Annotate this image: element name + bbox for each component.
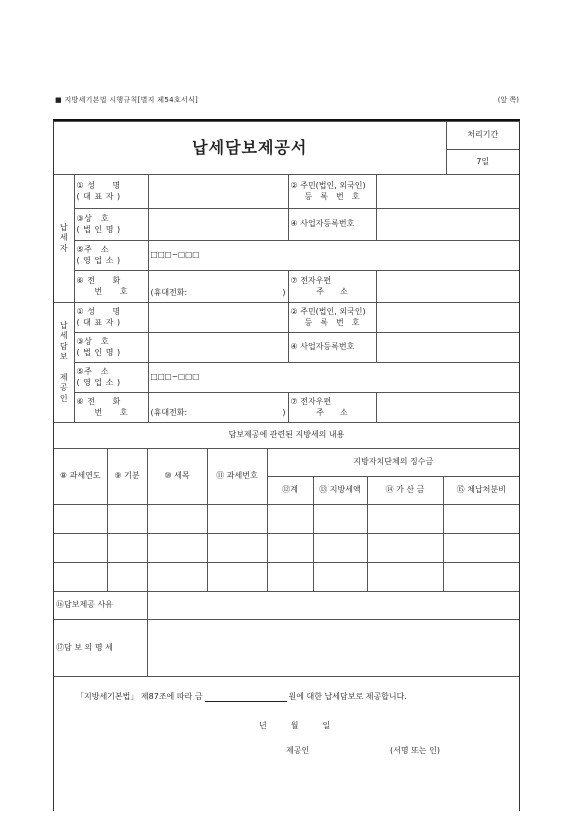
declaration-statement: 「지방세기본법」 제87조에 따라 금 원에 대한 납세담보로 제공합니다. <box>76 692 407 701</box>
taxpayer-address-label: ⑤주 소 ( 영 업 소 ) <box>74 241 148 271</box>
table-cell[interactable] <box>107 505 147 534</box>
col-local-tax: ⑬ 지방세액 <box>313 477 367 505</box>
table-cell[interactable] <box>207 534 267 563</box>
table-cell[interactable] <box>54 505 107 534</box>
provider-id-label: ② 주민(법인, 외국인) 등 록 번 호 <box>288 303 376 333</box>
table-cell[interactable] <box>147 534 207 563</box>
provider-address-label: ⑤주 소 ( 영 업 소 ) <box>74 363 148 393</box>
security-reason-label: ⑯담보제공 사유 <box>54 592 147 620</box>
security-detail-label: ⑰담 보 의 명 세 <box>54 620 147 677</box>
table-cell[interactable] <box>54 534 107 563</box>
table-cell[interactable] <box>147 563 207 592</box>
col-total: ⑫계 <box>267 477 313 505</box>
table-cell[interactable] <box>147 505 207 534</box>
taxpayer-phone-label: ⑥ 전 화 번 호 <box>74 271 148 303</box>
form-table <box>54 121 519 449</box>
col-tax-item: ⑩ 세목 <box>147 449 207 505</box>
table-row <box>54 563 519 592</box>
tax-security-form <box>53 119 520 811</box>
table-cell[interactable] <box>313 505 367 534</box>
security-info-table <box>54 591 519 677</box>
postal-code-boxes: □□□−□□□ <box>150 250 200 260</box>
table-row <box>54 534 519 563</box>
provider-address-field[interactable] <box>148 363 519 393</box>
taxpayer-id-field[interactable] <box>376 175 519 209</box>
taxpayer-trade-label: ③상 호 ( 법 인 명 ) <box>74 209 148 241</box>
table-cell[interactable] <box>107 534 147 563</box>
provider-trade-field[interactable] <box>148 333 288 363</box>
provider-trade-label: ③상 호 ( 법 인 명 ) <box>74 333 148 363</box>
table-cell[interactable] <box>367 505 443 534</box>
table-cell[interactable] <box>367 563 443 592</box>
regulation-header: ■ 지방세기본법 시행규칙[별지 제54호서식] <box>55 96 199 104</box>
table-row <box>54 505 519 534</box>
table-cell[interactable] <box>54 563 107 592</box>
processing-period-value: 7일 <box>446 150 519 175</box>
col-penalty: ⑭ 가 산 금 <box>367 477 443 505</box>
table-cell[interactable] <box>443 534 519 563</box>
security-detail-field[interactable] <box>147 620 519 677</box>
table-cell[interactable] <box>107 563 147 592</box>
provider-email-label: ⑦ 전자우편 주 소 <box>288 393 376 423</box>
provider-name-field[interactable] <box>148 303 288 333</box>
provider-phone-field[interactable]: (휴대전화: ) <box>148 393 288 423</box>
table-cell[interactable] <box>367 534 443 563</box>
taxpayer-bizno-field[interactable] <box>376 209 519 241</box>
signer-label: 제공인 <box>286 746 310 755</box>
table-cell[interactable] <box>443 505 519 534</box>
table-cell[interactable] <box>313 563 367 592</box>
tax-detail-table <box>54 448 519 592</box>
signature-note: (서명 또는 인) <box>390 746 440 755</box>
table-cell[interactable] <box>267 534 313 563</box>
col-tax-year: ⑧ 과세연도 <box>54 449 107 505</box>
taxpayer-name-label: ① 성 명 ( 대 표 자 ) <box>74 175 148 209</box>
col-tax-number: ⑪ 과세번호 <box>207 449 267 505</box>
col-disposition-fee: ⑮ 체납처분비 <box>443 477 519 505</box>
taxpayer-name-field[interactable] <box>148 175 288 209</box>
table-cell[interactable] <box>267 505 313 534</box>
taxpayer-id-label: ② 주민(법인, 외국인) 등 록 번 호 <box>288 175 376 209</box>
provider-name-label: ① 성 명 ( 대 표 자 ) <box>74 303 148 333</box>
taxpayer-trade-field[interactable] <box>148 209 288 241</box>
page-side-label: (앞 쪽) <box>497 96 519 104</box>
security-reason-field[interactable] <box>147 592 519 620</box>
amount-blank[interactable] <box>205 692 287 702</box>
table-cell[interactable] <box>267 563 313 592</box>
declaration-section <box>54 677 519 787</box>
provider-group-label: 납 세 담 보 제 공 인 <box>54 303 74 423</box>
provider-bizno-field[interactable] <box>376 333 519 363</box>
provider-phone-label: ⑥ 전 화 번 호 <box>74 393 148 423</box>
taxpayer-group-label: 납 세 자 <box>54 175 74 303</box>
table-cell[interactable] <box>207 505 267 534</box>
form-title: 납세담보제공서 <box>54 122 446 175</box>
postal-code-boxes: □□□−□□□ <box>150 372 200 382</box>
taxpayer-bizno-label: ④ 사업자등록번호 <box>288 209 376 241</box>
processing-period-label: 처리기간 <box>446 122 519 150</box>
table-cell[interactable] <box>313 534 367 563</box>
col-period: ⑨ 기분 <box>107 449 147 505</box>
section-title: 담보제공에 관련된 지방세의 내용 <box>54 423 519 449</box>
date-line: 년 월 일 <box>259 721 331 730</box>
table-cell[interactable] <box>443 563 519 592</box>
provider-id-field[interactable] <box>376 303 519 333</box>
taxpayer-email-label: ⑦ 전자우편 주 소 <box>288 271 376 303</box>
table-cell[interactable] <box>207 563 267 592</box>
taxpayer-address-field[interactable] <box>148 241 519 271</box>
provider-bizno-label: ④ 사업자등록번호 <box>288 333 376 363</box>
taxpayer-email-field[interactable] <box>376 271 519 303</box>
taxpayer-phone-field[interactable]: (휴대전화: ) <box>148 271 288 303</box>
col-collection-group: 지방자치단체의 징수금 <box>267 449 519 477</box>
provider-email-field[interactable] <box>376 393 519 423</box>
